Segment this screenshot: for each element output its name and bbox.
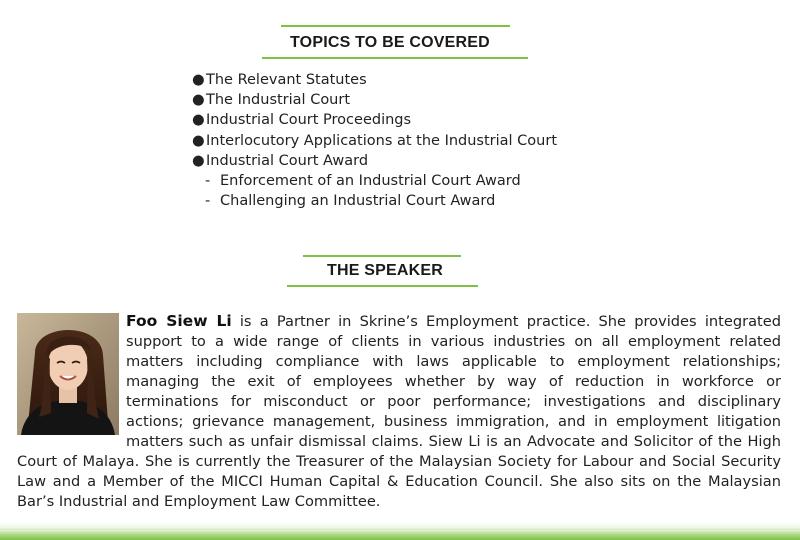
topics-rule-top xyxy=(281,25,510,27)
list-item: ●Industrial Court Award xyxy=(192,151,557,171)
dash-icon: - xyxy=(205,173,211,190)
list-item: ●Interlocutory Applications at the Industrial Court xyxy=(192,131,557,151)
list-item: ●The Industrial Court xyxy=(192,90,557,110)
speaker-heading: THE SPEAKER xyxy=(327,262,443,279)
footer-green-band xyxy=(0,528,800,540)
bullet-icon: ● xyxy=(192,112,205,129)
bullet-icon: ● xyxy=(192,152,205,169)
bullet-icon: ● xyxy=(192,92,205,109)
sub-list-item: - Challenging an Industrial Court Award xyxy=(192,191,557,211)
speaker-bio xyxy=(17,311,781,512)
bullet-icon: ● xyxy=(192,132,205,149)
speaker-rule-top xyxy=(303,255,461,257)
speaker-rule-bottom xyxy=(287,285,478,287)
topics-list xyxy=(192,70,557,211)
bullet-icon: ● xyxy=(192,72,205,88)
photo-spacer xyxy=(17,311,126,449)
list-item: ●The Relevant Statutes xyxy=(192,70,557,90)
speaker-bio-text: is a Partner in Skrine’s Employment practice. She provides integrated support to a wide range of clients in various industries on all employment related matters including compliance with laws applicable to employment relationships; managing the exit of employees whether by way of reduction in workforce or terminations for misconduct or poor performance; investigations and disciplinary actions; grievance management, business immigration, and in employment litigation matters such as unfair dismissal claims. Siew Li is an Advocate and Solicitor of the High Court of Malaya. She is currently the Treasurer of the Malaysian Society for Labour and Social Security Law and a Member of the MICCI Human Capital & Education Council. She also sits on the Malaysian Bar’s Industrial and Employment Law Committee. xyxy=(17,313,781,510)
topics-heading: TOPICS TO BE COVERED xyxy=(290,34,490,51)
speaker-name: Foo Siew Li xyxy=(126,312,232,330)
dash-icon: - xyxy=(205,193,211,210)
list-item: ●Industrial Court Proceedings xyxy=(192,110,557,130)
topics-rule-bottom xyxy=(262,57,528,59)
sub-list-item: - Enforcement of an Industrial Court Award xyxy=(192,171,557,191)
